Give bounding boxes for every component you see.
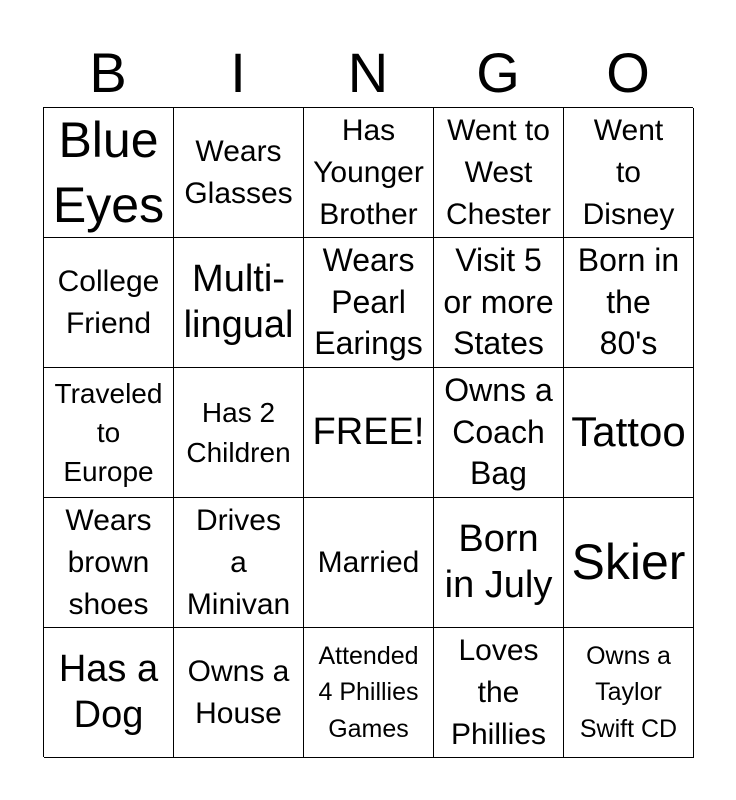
cell-label: Has Younger Brother [313,113,424,231]
bingo-board [43,107,693,757]
cell-label: Multi- lingual [183,257,294,346]
cell-label: Has a Dog [58,647,159,736]
bingo-cell[interactable] [174,368,304,498]
bingo-cell[interactable] [434,108,564,238]
cell-label: Attended 4 Phillies Games [318,642,419,743]
header-letter-n: N [347,41,389,104]
cell-label: Drives a Minivan [186,503,291,621]
cell-label: Has 2 Children [186,397,291,468]
cell-label: Born in July [444,517,553,606]
cell-label: Wears brown shoes [65,503,152,621]
bingo-cell[interactable] [304,628,434,758]
header-letter-o: O [606,41,650,104]
bingo-cell[interactable] [174,238,304,368]
bingo-cell[interactable] [174,498,304,628]
header-letter-g: G [476,41,520,104]
header-letter-b: B [89,41,127,104]
bingo-cell[interactable] [564,238,694,368]
cell-label: Blue Eyes [52,111,165,233]
cell-label: Went to West Chester [445,113,552,231]
cell-label: Skier [571,534,686,590]
bingo-cell[interactable] [174,108,304,238]
cell-label: FREE! [312,410,425,453]
bingo-cell[interactable] [304,498,434,628]
bingo-cell[interactable] [564,628,694,758]
cell-label: College Friend [57,264,160,340]
bingo-cell[interactable] [44,628,174,758]
bingo-cell[interactable] [174,628,304,758]
bingo-cell[interactable] [564,498,694,628]
bingo-cell[interactable] [434,368,564,498]
bingo-cell[interactable] [434,628,564,758]
cell-label: Wears Pearl Earings [314,242,423,362]
cell-label: Owns a House [187,654,290,730]
cell-label: Traveled to Europe [54,377,163,488]
cell-label: Visit 5 or more States [443,242,554,362]
bingo-cell[interactable] [44,108,174,238]
free-space-cell[interactable] [304,368,434,498]
cell-label: Born in the 80's [577,242,680,362]
bingo-cell[interactable] [304,108,434,238]
bingo-cell[interactable] [44,498,174,628]
bingo-cell[interactable] [44,238,174,368]
cell-label: Loves the Phillies [450,633,547,751]
bingo-cell[interactable] [564,368,694,498]
cell-label: Married [317,545,420,579]
cell-label: Wears Glasses [184,134,293,210]
cell-label: Tattoo [571,408,686,456]
bingo-cell[interactable] [44,368,174,498]
cell-label: Went to Disney [582,113,675,231]
bingo-cell[interactable] [564,108,694,238]
bingo-cell[interactable] [434,498,564,628]
bingo-header [43,40,693,106]
cell-label: Owns a Taylor Swift CD [579,642,678,743]
bingo-cell[interactable] [304,238,434,368]
bingo-cell[interactable] [434,238,564,368]
header-letter-i: I [230,41,246,104]
cell-label: Owns a Coach Bag [444,372,553,492]
